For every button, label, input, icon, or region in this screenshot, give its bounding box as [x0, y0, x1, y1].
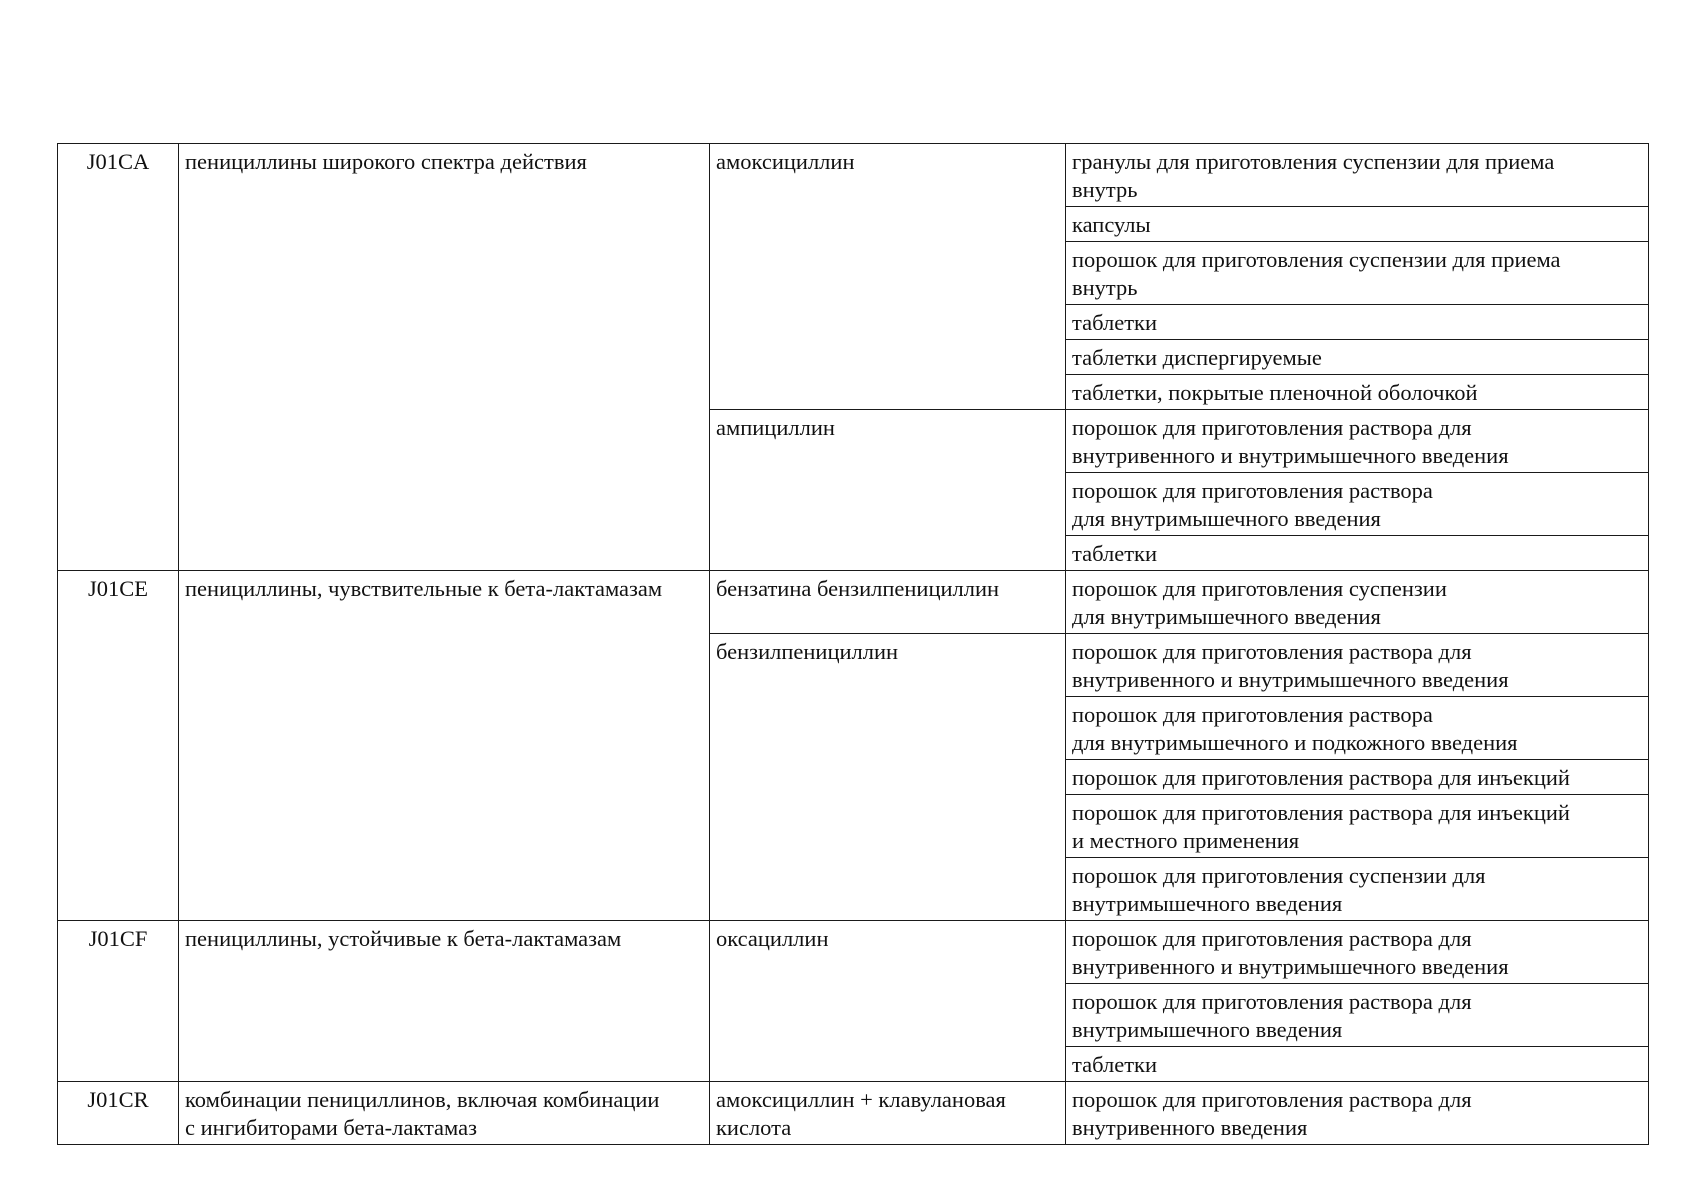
dosage-form-cell: порошок для приготовления раствора для внутривенного введения [1066, 1082, 1649, 1145]
table-row [58, 144, 1649, 207]
drug-name-cell: амоксициллин + клавулановая кислота [710, 1082, 1066, 1145]
dosage-form-cell: порошок для приготовления раствора для внутривенного и внутримышечного введения [1066, 410, 1649, 473]
group-name-cell: пенициллины, чувствительные к бета-лактамазам [179, 571, 710, 921]
atc-code-cell: J01CA [58, 144, 179, 571]
dosage-form-cell: таблетки [1066, 305, 1649, 340]
drug-name-cell: бензилпенициллин [710, 634, 1066, 921]
table-row [58, 921, 1649, 984]
dosage-form-cell: таблетки, покрытые пленочной оболочкой [1066, 375, 1649, 410]
dosage-form-cell: порошок для приготовления суспензии для внутримышечного введения [1066, 858, 1649, 921]
dosage-form-cell: порошок для приготовления раствора для внутривенного и внутримышечного введения [1066, 921, 1649, 984]
table-row [58, 571, 1649, 634]
dosage-form-cell: капсулы [1066, 207, 1649, 242]
dosage-form-cell: таблетки диспергируемые [1066, 340, 1649, 375]
dosage-form-cell: порошок для приготовления раствора для инъекций [1066, 760, 1649, 795]
dosage-form-cell: порошок для приготовления раствора для внутримышечного введения [1066, 984, 1649, 1047]
dosage-form-cell: порошок для приготовления суспензии для приема внутрь [1066, 242, 1649, 305]
dosage-form-cell: порошок для приготовления суспензии для внутримышечного введения [1066, 571, 1649, 634]
group-name-cell: пенициллины, устойчивые к бета-лактамазам [179, 921, 710, 1082]
dosage-form-cell: порошок для приготовления раствора для внутривенного и внутримышечного введения [1066, 634, 1649, 697]
atc-code-cell: J01CR [58, 1082, 179, 1145]
dosage-form-cell: порошок для приготовления раствора для инъекций и местного применения [1066, 795, 1649, 858]
drug-table [57, 143, 1649, 1145]
drug-name-cell: бензатина бензилпенициллин [710, 571, 1066, 634]
dosage-form-cell: порошок для приготовления раствора для внутримышечного введения [1066, 473, 1649, 536]
group-name-cell: пенициллины широкого спектра действия [179, 144, 710, 571]
drug-name-cell: ампициллин [710, 410, 1066, 571]
atc-code-cell: J01CF [58, 921, 179, 1082]
dosage-form-cell: таблетки [1066, 536, 1649, 571]
drug-name-cell: амоксициллин [710, 144, 1066, 410]
table-row [58, 1082, 1649, 1145]
dosage-form-cell: таблетки [1066, 1047, 1649, 1082]
drug-name-cell: оксациллин [710, 921, 1066, 1082]
group-name-cell: комбинации пенициллинов, включая комбинации с ингибиторами бета-лактамаз [179, 1082, 710, 1145]
dosage-form-cell: порошок для приготовления раствора для внутримышечного и подкожного введения [1066, 697, 1649, 760]
dosage-form-cell: гранулы для приготовления суспензии для приема внутрь [1066, 144, 1649, 207]
atc-code-cell: J01CE [58, 571, 179, 921]
drug-table-body [58, 144, 1649, 1145]
